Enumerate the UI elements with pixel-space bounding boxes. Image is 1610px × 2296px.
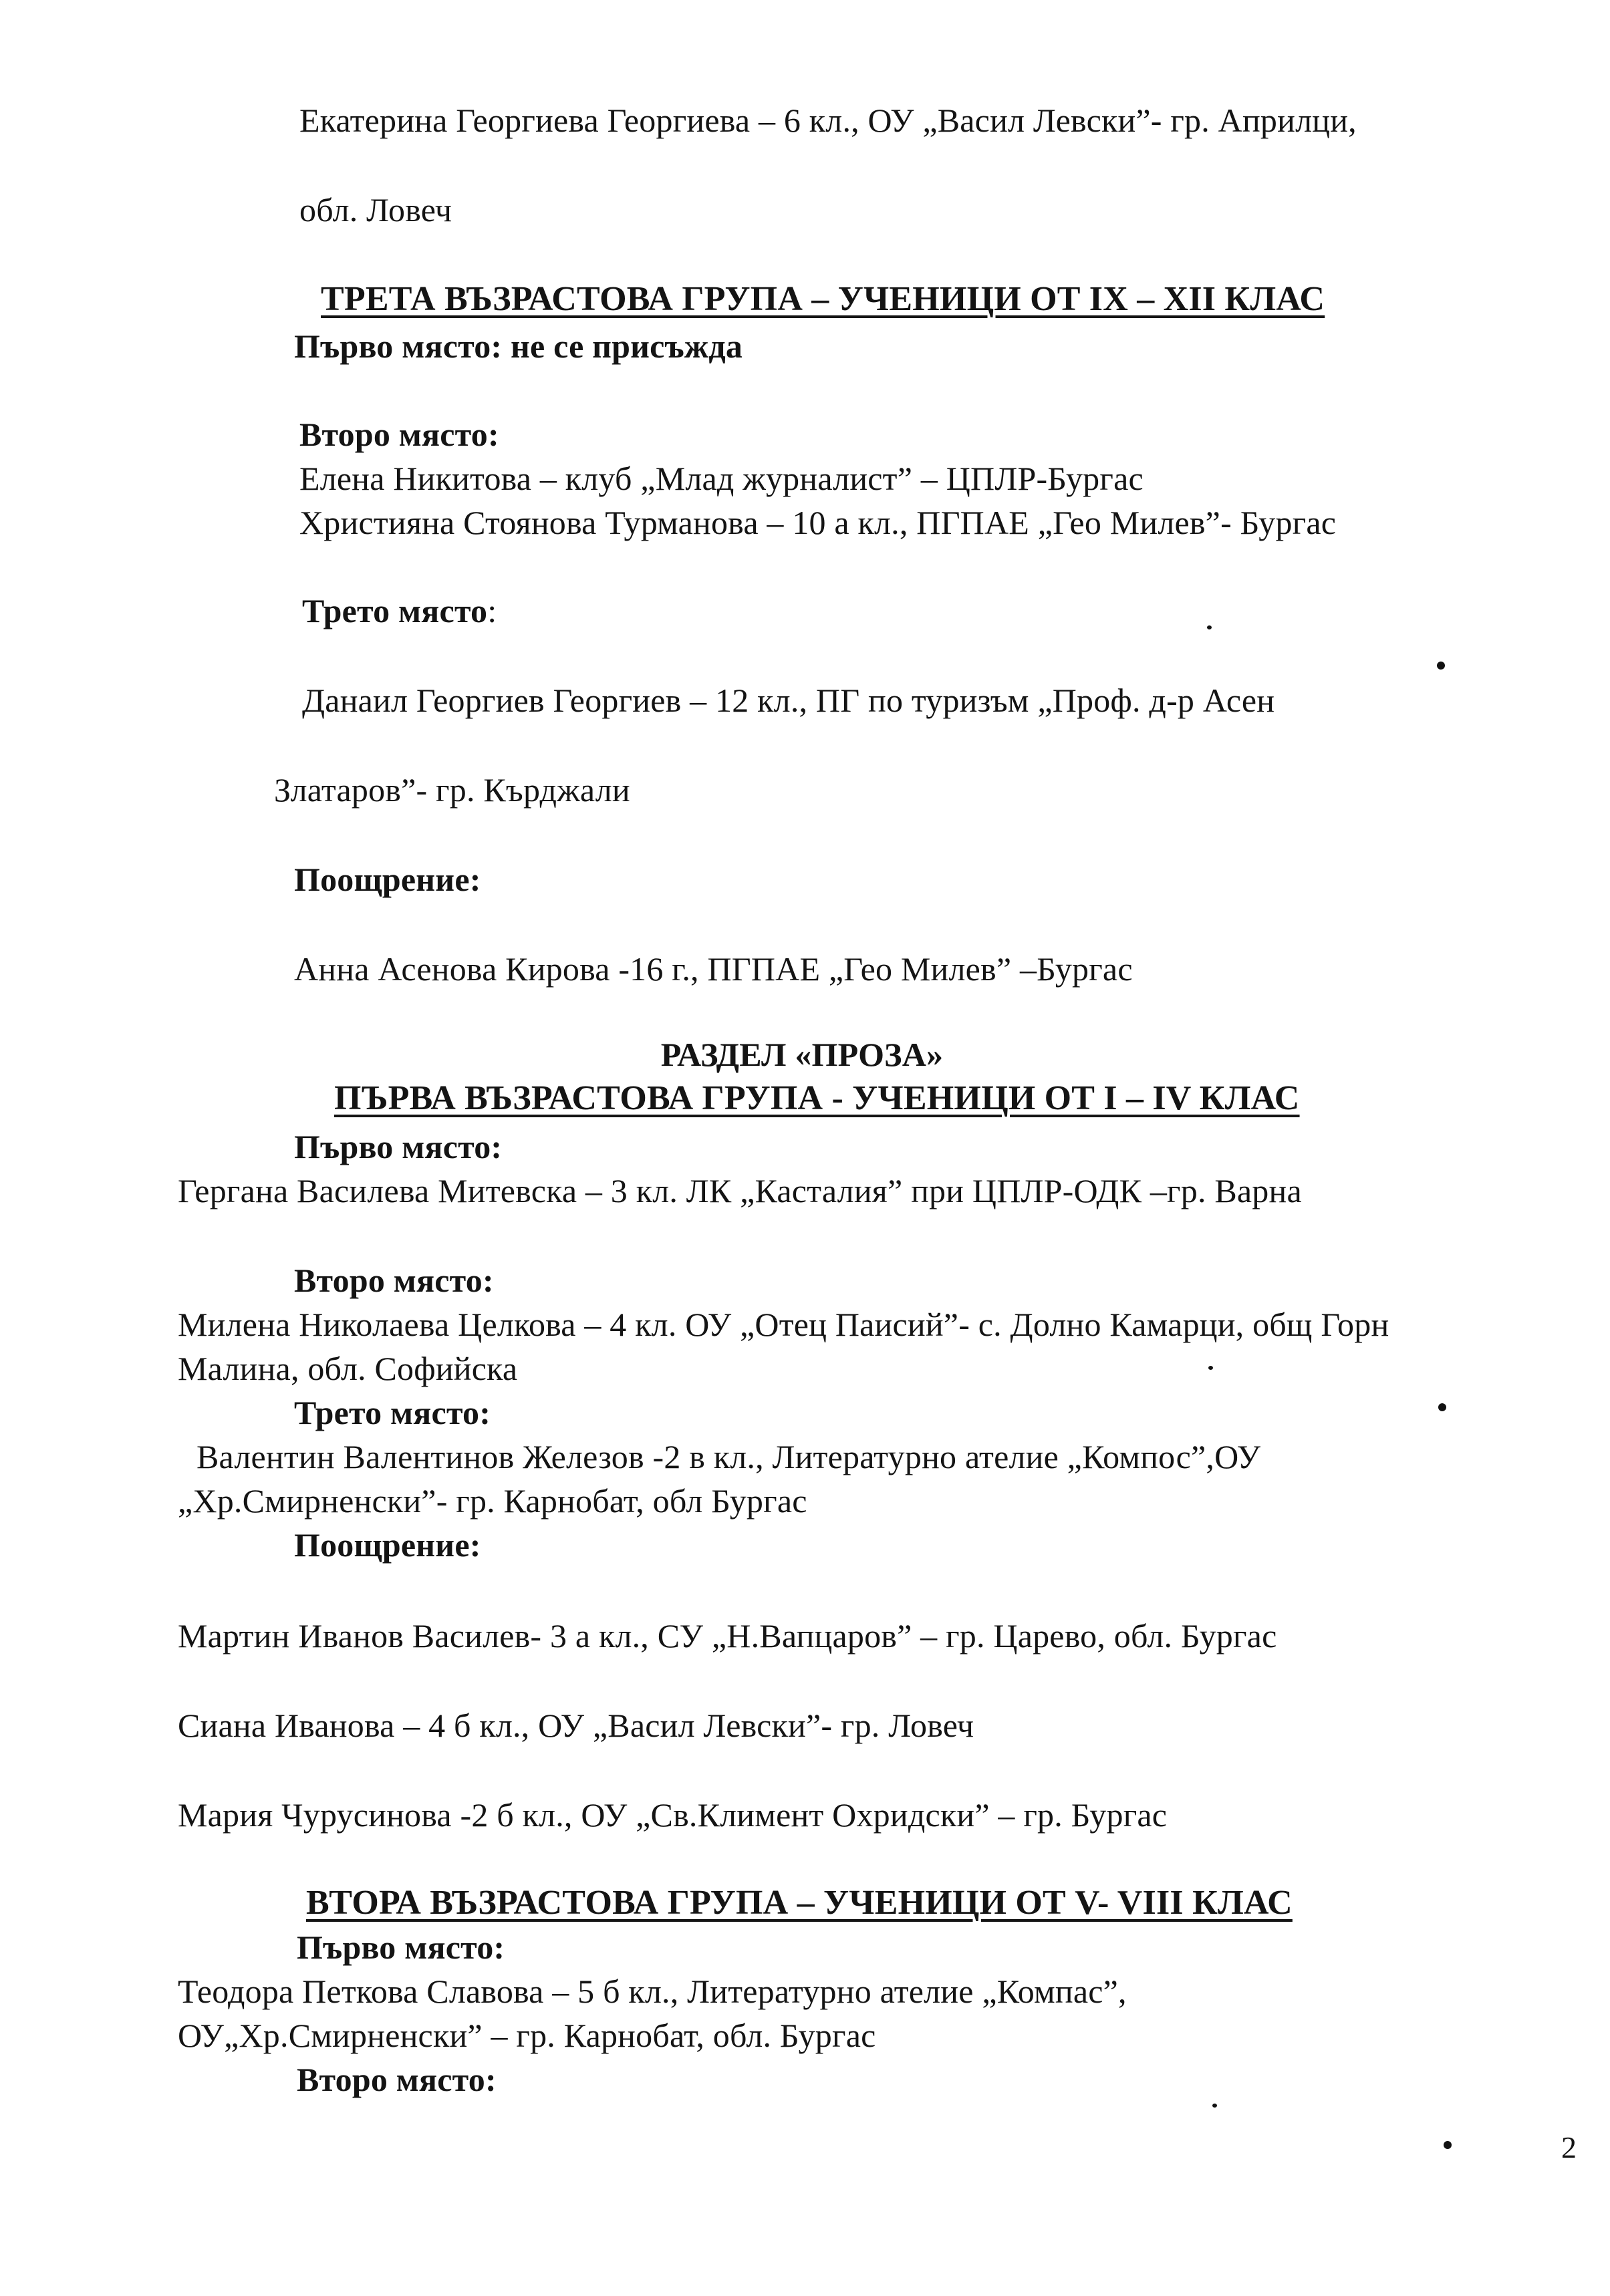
entry-text: Малина, обл. Софийска xyxy=(178,1350,518,1387)
section-heading: ВТОРА ВЪЗРАСТОВА ГРУПА – УЧЕНИЦИ ОТ V- VIII КЛАС xyxy=(306,1884,1293,1922)
scan-speck xyxy=(1212,2104,1217,2108)
entry-text: Данаил Георгиев Георгиев – 12 кл., ПГ по туризъм „Проф. д-р Асен xyxy=(302,682,1275,719)
entry-text: Теодора Петкова Славова – 5 б кл., Литературно ателие „Компас”, xyxy=(178,1973,1127,2010)
entry-text: обл. Ловеч xyxy=(299,191,452,229)
third-place-label-text: Трето място xyxy=(302,592,488,629)
label-colon: : xyxy=(487,592,497,629)
entry-text: Християна Стоянова Турманова – 10 а кл., ПГПАЕ „Гео Милев”- Бургас xyxy=(299,504,1337,541)
scan-speck xyxy=(1438,1403,1446,1411)
section-title: РАЗДЕЛ «ПРОЗА» xyxy=(660,1036,944,1073)
section-heading: ТРЕТА ВЪЗРАСТОВА ГРУПА – УЧЕНИЦИ ОТ IX – XII КЛАС xyxy=(321,280,1325,318)
second-place-label: Второ място: xyxy=(299,416,499,453)
scan-speck xyxy=(1208,1366,1213,1370)
first-place-label: Първо място: xyxy=(294,1128,503,1165)
entry-text: „Хр.Смирненски”- гр. Карнобат, обл Бургас xyxy=(178,1482,807,1520)
page-number: 2 xyxy=(1561,2130,1577,2164)
first-place-label: Първо място: xyxy=(297,1928,505,1966)
scan-speck xyxy=(1444,2141,1452,2149)
entry-text: Златаров”- гр. Кърджали xyxy=(274,771,630,809)
entry-text: Валентин Валентинов Железов -2 в кл., Литературно ателие „Компос”,ОУ xyxy=(196,1438,1261,1475)
section-heading: ПЪРВА ВЪЗРАСТОВА ГРУПА - УЧЕНИЦИ ОТ I – IV КЛАС xyxy=(334,1079,1300,1117)
entry-text: ОУ„Хр.Смирненски” – гр. Карнобат, обл. Бургас xyxy=(178,2017,876,2054)
second-place-label: Второ място: xyxy=(294,1262,494,1299)
scan-speck xyxy=(1207,625,1212,629)
entry-text: Милена Николаева Целкова – 4 кл. ОУ „Отец Паисий”- с. Долно Камарци, общ Горн xyxy=(178,1306,1389,1343)
third-place-label xyxy=(302,591,497,631)
entry-text: Мария Чурусинова -2 б кл., ОУ „Св.Климент Охридски” – гр. Бургас xyxy=(178,1796,1168,1834)
scan-speck xyxy=(1437,662,1445,670)
second-place-label: Второ място: xyxy=(297,2061,497,2098)
entry-text: Екатерина Георгиева Георгиева – 6 кл., ОУ „Васил Левски”- гр. Априлци, xyxy=(299,102,1357,139)
first-place-label: Първо място: не се присъжда xyxy=(294,327,743,365)
encouragement-label: Поощрение: xyxy=(294,861,481,898)
encouragement-label: Поощрение: xyxy=(294,1526,481,1564)
entry-text: Мартин Иванов Василев- 3 а кл., СУ „Н.Вапцаров” – гр. Царево, обл. Бургас xyxy=(178,1617,1277,1655)
entry-text: Анна Асенова Кирова -16 г., ПГПАЕ „Гео Милев” –Бургас xyxy=(294,950,1133,988)
entry-text: Сиана Иванова – 4 б кл., ОУ „Васил Левски”- гр. Ловеч xyxy=(178,1707,974,1744)
entry-text: Гергана Василева Митевска – 3 кл. ЛК „Касталия” при ЦПЛР-ОДК –гр. Варна xyxy=(178,1172,1302,1209)
third-place-label: Трето място: xyxy=(294,1394,491,1431)
entry-text: Елена Никитова – клуб „Млад журналист” – ЦПЛР-Бургас xyxy=(299,460,1144,497)
